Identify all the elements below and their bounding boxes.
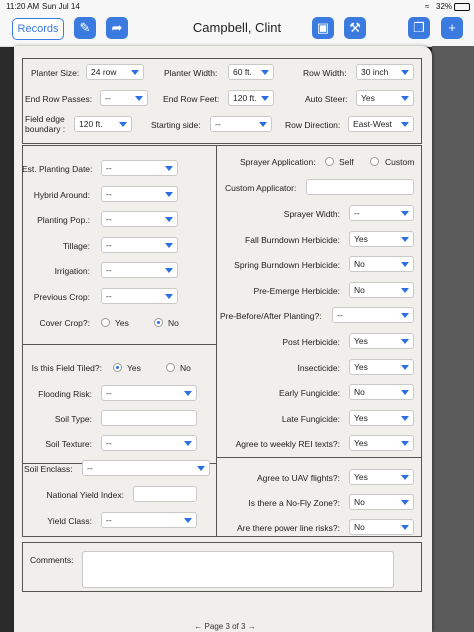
chevron-down-icon bbox=[261, 96, 269, 101]
battery-icon bbox=[454, 3, 470, 11]
field-edge-boundary-dropdown[interactable]: 120 ft. bbox=[74, 116, 132, 132]
hybrid-around-dropdown[interactable]: -- bbox=[101, 186, 178, 202]
end-row-passes-label: End Row Passes: bbox=[25, 94, 93, 104]
page-title: Campbell, Clint bbox=[192, 20, 282, 35]
field-tiled-yes-label: Yes bbox=[127, 363, 141, 373]
sprayer-width-label: Sprayer Width: bbox=[283, 209, 340, 219]
est-planting-date-dropdown[interactable]: -- bbox=[101, 160, 178, 176]
comments-label: Comments: bbox=[30, 555, 74, 565]
no-fly-zone-dropdown[interactable]: No bbox=[349, 494, 414, 510]
planting-pop-dropdown[interactable]: -- bbox=[101, 211, 178, 227]
early-fungicide-dropdown[interactable]: No bbox=[349, 384, 414, 400]
chevron-right-icon[interactable]: → bbox=[247, 622, 256, 631]
chevron-down-icon bbox=[401, 122, 409, 127]
soil-texture-dropdown[interactable]: -- bbox=[101, 435, 197, 451]
row-direction-label: Row Direction: bbox=[285, 120, 341, 130]
chevron-down-icon bbox=[401, 262, 409, 267]
fall-burndown-label: Fall Burndown Herbicide: bbox=[245, 235, 340, 245]
pre-before-after-label: Pre-Before/After Planting?: bbox=[220, 311, 322, 321]
previous-crop-dropdown[interactable]: -- bbox=[101, 288, 178, 304]
save-icon[interactable]: ▣ bbox=[312, 17, 334, 39]
share-icon[interactable]: ➦ bbox=[106, 17, 128, 39]
sprayer-width-dropdown[interactable]: -- bbox=[349, 205, 414, 221]
post-herbicide-dropdown[interactable]: Yes bbox=[349, 333, 414, 349]
auto-steer-dropdown[interactable]: Yes bbox=[356, 90, 414, 106]
chevron-down-icon bbox=[261, 70, 269, 75]
post-herbicide-label: Post Herbicide: bbox=[282, 337, 340, 347]
late-fungicide-label: Late Fungicide: bbox=[281, 414, 340, 424]
chevron-down-icon bbox=[184, 391, 192, 396]
flooding-risk-label: Flooding Risk: bbox=[38, 389, 92, 399]
chevron-down-icon bbox=[165, 217, 173, 222]
page-indicator[interactable] bbox=[165, 622, 285, 632]
chevron-down-icon bbox=[401, 339, 409, 344]
no-fly-zone-label: Is there a No-Fly Zone?: bbox=[248, 498, 340, 508]
soil-type-label: Soil Type: bbox=[54, 414, 92, 424]
auto-steer-label: Auto Steer: bbox=[305, 94, 348, 104]
uav-flights-label: Agree to UAV flights?: bbox=[257, 473, 340, 483]
chevron-down-icon bbox=[165, 166, 173, 171]
cover-crop-label: Cover Crop?: bbox=[39, 318, 90, 328]
soil-texture-label: Soil Texture: bbox=[45, 439, 92, 449]
planter-size-label: Planter Size: bbox=[31, 68, 80, 78]
row-direction-dropdown[interactable]: East-West bbox=[348, 116, 414, 132]
cover-crop-yes-label: Yes bbox=[115, 318, 129, 328]
end-row-passes-dropdown[interactable]: -- bbox=[100, 90, 148, 106]
chevron-down-icon bbox=[401, 475, 409, 480]
chevron-down-icon bbox=[259, 122, 267, 127]
planter-width-label: Planter Width: bbox=[164, 68, 218, 78]
cover-crop-yes-radio[interactable] bbox=[101, 318, 110, 327]
chevron-down-icon bbox=[401, 96, 409, 101]
soil-enclass-label: Soil Enclass: bbox=[24, 464, 73, 474]
edit-brush-icon[interactable]: ✎ bbox=[74, 17, 96, 39]
copy-icon[interactable]: ❐ bbox=[408, 17, 430, 39]
chevron-down-icon bbox=[165, 294, 173, 299]
power-line-risks-dropdown[interactable]: No bbox=[349, 519, 414, 535]
insecticide-label: Insecticide: bbox=[297, 363, 340, 373]
insecticide-dropdown[interactable]: Yes bbox=[349, 359, 414, 375]
flooding-risk-dropdown[interactable]: -- bbox=[101, 385, 197, 401]
irrigation-label: Irrigation: bbox=[54, 266, 90, 276]
uav-flights-dropdown[interactable]: Yes bbox=[349, 469, 414, 485]
weekly-rei-texts-dropdown[interactable]: Yes bbox=[349, 435, 414, 451]
row-width-dropdown[interactable]: 30 inch bbox=[356, 64, 414, 80]
late-fungicide-dropdown[interactable]: Yes bbox=[349, 410, 414, 426]
field-edge-boundary-label: Field edge boundary : bbox=[25, 114, 66, 134]
chevron-down-icon bbox=[119, 122, 127, 127]
planter-width-dropdown[interactable]: 60 ft. bbox=[228, 64, 274, 80]
chevron-down-icon bbox=[184, 518, 192, 523]
cover-crop-no-label: No bbox=[168, 318, 179, 328]
yield-class-label: Yield Class: bbox=[47, 516, 92, 526]
chevron-down-icon bbox=[165, 192, 173, 197]
status-time: 11:20 AM bbox=[6, 2, 40, 11]
pre-emerge-label: Pre-Emerge Herbicide: bbox=[253, 286, 340, 296]
wifi-icon: ≈ bbox=[425, 2, 430, 11]
tillage-label: Tillage: bbox=[62, 241, 90, 251]
sprayer-custom-radio[interactable] bbox=[370, 157, 379, 166]
spring-burndown-dropdown[interactable]: No bbox=[349, 256, 414, 272]
national-yield-index-field[interactable] bbox=[133, 486, 197, 502]
comments-field[interactable] bbox=[82, 551, 394, 588]
chevron-down-icon bbox=[401, 237, 409, 242]
status-battery: 32% bbox=[436, 2, 453, 11]
sprayer-application-label: Sprayer Application: bbox=[240, 157, 316, 167]
chevron-down-icon bbox=[135, 96, 143, 101]
fall-burndown-dropdown[interactable]: Yes bbox=[349, 231, 414, 247]
chevron-down-icon bbox=[165, 268, 173, 273]
custom-applicator-label: Custom Applicator: bbox=[225, 183, 297, 193]
form-sheet bbox=[14, 46, 432, 632]
chevron-down-icon bbox=[401, 211, 409, 216]
toolbar bbox=[0, 14, 474, 47]
national-yield-index-label: National Yield Index: bbox=[46, 490, 124, 500]
chevron-down-icon bbox=[401, 365, 409, 370]
field-tiled-no-radio[interactable] bbox=[166, 363, 175, 372]
chevron-left-icon[interactable]: ← bbox=[194, 622, 203, 631]
irrigation-dropdown[interactable]: -- bbox=[101, 262, 178, 278]
chevron-down-icon bbox=[165, 243, 173, 248]
end-row-feet-label: End Row Feet: bbox=[163, 94, 220, 104]
est-planting-date-label: Est. Planting Date: bbox=[22, 164, 93, 174]
power-line-risks-label: Are there power line risks?: bbox=[237, 523, 340, 533]
chevron-down-icon bbox=[401, 500, 409, 505]
chevron-down-icon bbox=[401, 525, 409, 530]
previous-crop-label: Previous Crop: bbox=[33, 292, 90, 302]
custom-applicator-field[interactable] bbox=[306, 179, 414, 195]
add-icon[interactable]: + bbox=[441, 17, 463, 39]
early-fungicide-label: Early Fungicide: bbox=[279, 388, 340, 398]
row-width-label: Row Width: bbox=[303, 68, 347, 78]
planting-pop-label: Planting Pop.: bbox=[37, 215, 90, 225]
status-date: Sun Jul 14 bbox=[42, 2, 80, 11]
sprayer-self-label: Self bbox=[339, 157, 354, 167]
chevron-down-icon bbox=[197, 466, 205, 471]
chevron-down-icon bbox=[401, 416, 409, 421]
spring-burndown-label: Spring Burndown Herbicide: bbox=[234, 260, 340, 270]
status-bar bbox=[0, 0, 474, 14]
pre-emerge-dropdown[interactable]: No bbox=[349, 282, 414, 298]
planter-size-dropdown[interactable]: 24 row bbox=[86, 64, 144, 80]
records-button[interactable]: Records bbox=[12, 18, 64, 40]
background-strip bbox=[432, 46, 474, 632]
end-row-feet-dropdown[interactable]: 120 ft. bbox=[228, 90, 274, 106]
chevron-down-icon bbox=[131, 70, 139, 75]
chevron-down-icon bbox=[401, 288, 409, 293]
field-tiled-label: Is this Field Tiled?: bbox=[31, 363, 102, 373]
page-indicator-text: Page 3 of 3 bbox=[204, 622, 246, 631]
chevron-down-icon bbox=[401, 390, 409, 395]
soil-type-field[interactable] bbox=[101, 410, 197, 426]
sprayer-custom-label: Custom bbox=[385, 157, 415, 167]
chevron-down-icon bbox=[401, 70, 409, 75]
soil-enclass-dropdown[interactable]: -- bbox=[82, 460, 210, 476]
chevron-down-icon bbox=[184, 441, 192, 446]
chevron-down-icon bbox=[401, 441, 409, 446]
hybrid-around-label: Hybrid Around: bbox=[33, 190, 90, 200]
starting-side-dropdown[interactable]: -- bbox=[210, 116, 272, 132]
pre-before-after-dropdown[interactable]: -- bbox=[332, 307, 414, 323]
starting-side-label: Starting side: bbox=[151, 120, 201, 130]
field-tiled-no-label: No bbox=[180, 363, 191, 373]
tillage-dropdown[interactable]: -- bbox=[101, 237, 178, 253]
sprayer-self-radio[interactable] bbox=[325, 157, 334, 166]
yield-class-dropdown[interactable]: -- bbox=[101, 512, 197, 528]
tools-icon[interactable]: ⚒ bbox=[344, 17, 366, 39]
chevron-down-icon bbox=[401, 313, 409, 318]
cover-crop-no-radio[interactable] bbox=[154, 318, 163, 327]
weekly-rei-texts-label: Agree to weekly REI texts?: bbox=[235, 439, 340, 449]
field-tiled-yes-radio[interactable] bbox=[113, 363, 122, 372]
